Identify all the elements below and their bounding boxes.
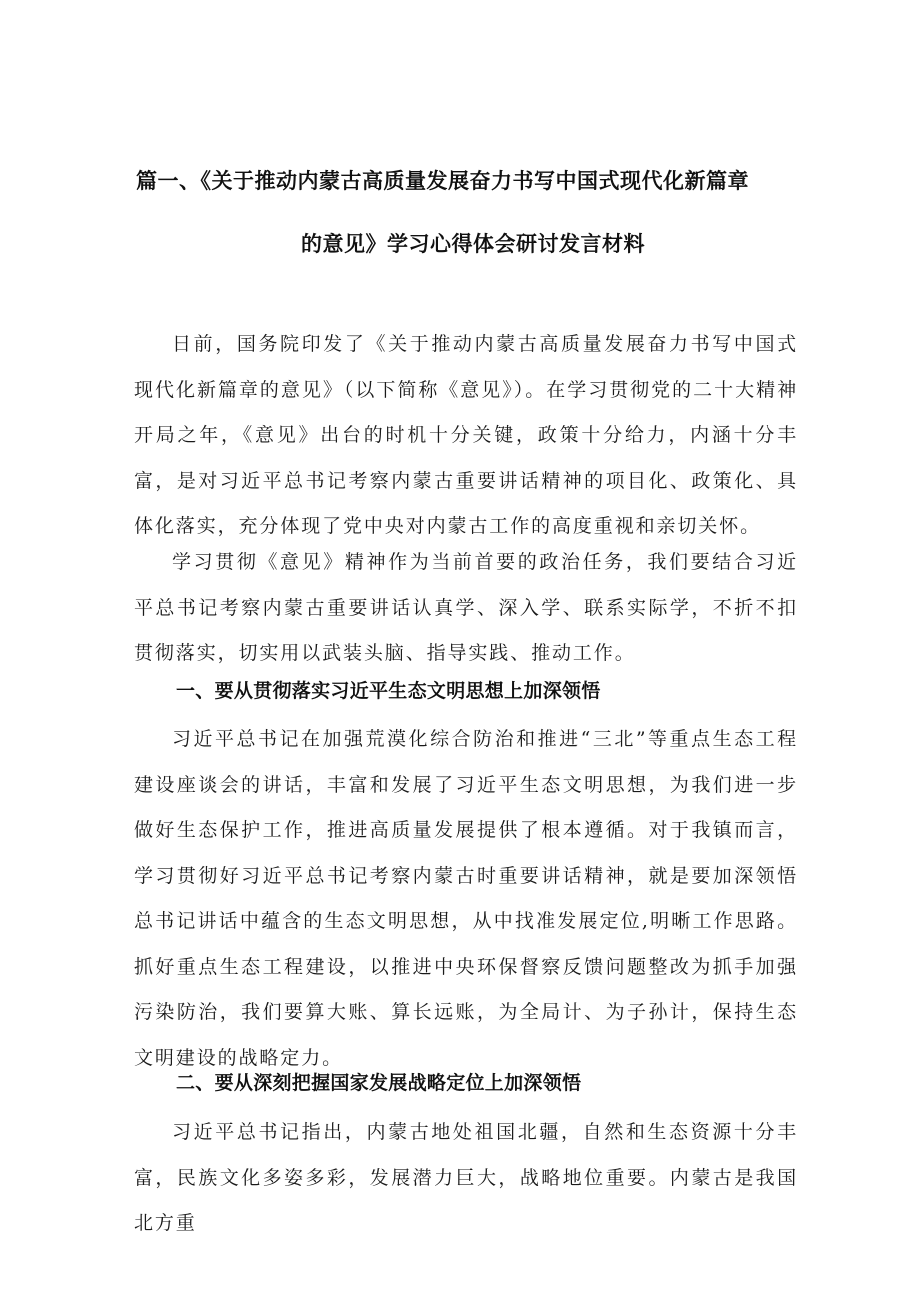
document-title-line-2: 的意见》学习心得体会研讨发言材料: [301, 232, 645, 256]
section-heading-2: 二、要从深刻把握国家发展战略定位上加深领悟: [176, 1072, 582, 1094]
paragraph-study-task: 学习贯彻《意见》精神作为当前首要的政治任务，我们要结合习近平总书记考察内蒙古重要讲话认真学、深入学、联系实际学，不折不扣贯彻落实，切实用以武装头脑、指导实践、推动工作。: [134, 551, 798, 664]
paragraph-strategy: 习近平总书记指出，内蒙古地处祖国北疆，自然和生态资源十分丰富，民族文化多姿多彩，发展潜力巨大，战略地位重要。内蒙古是我国北方重: [134, 1121, 798, 1234]
paragraph-intro: 日前，国务院印发了《关于推动内蒙古高质量发展奋力书写中国式现代化新篇章的意见》（以下简称《意见》）。在学习贯彻党的二十大精神开局之年，《意见》出台的时机十分关键，政策十分给力，内涵十分丰富，是对习近平总书记考察内蒙古重要讲话精神的项目化、政策化、具体化落实，充分体现了党中央对内蒙古工作的高度重视和亲切关怀。: [134, 333, 798, 537]
section-heading-1: 一、要从贯彻落实习近平生态文明思想上加深领悟: [176, 680, 601, 702]
paragraph-ecology: 习近平总书记在加强荒漠化综合防治和推进“三北”等重点生态工程建设座谈会的讲话，丰富和发展了习近平生态文明思想，为我们进一步做好生态保护工作，推进高质量发展提供了根本遵循。对于我镇而言，学习贯彻好习近平总书记考察内蒙古时重要讲话精神，就是要加深领悟总书记讲话中蕴含的生态文明思想，从中找准发展定位,明晰工作思路。抓好重点生态工程建设，以推进中央环保督察反馈问题整改为抓手加强污染防治，我们要算大账、算长远账，为全局计、为子孙计，保持生态文明建设的战略定力。: [134, 728, 798, 1069]
document-title-line-1: 篇一、《关于推动内蒙古高质量发展奋力书写中国式现代化新篇章: [136, 169, 749, 193]
